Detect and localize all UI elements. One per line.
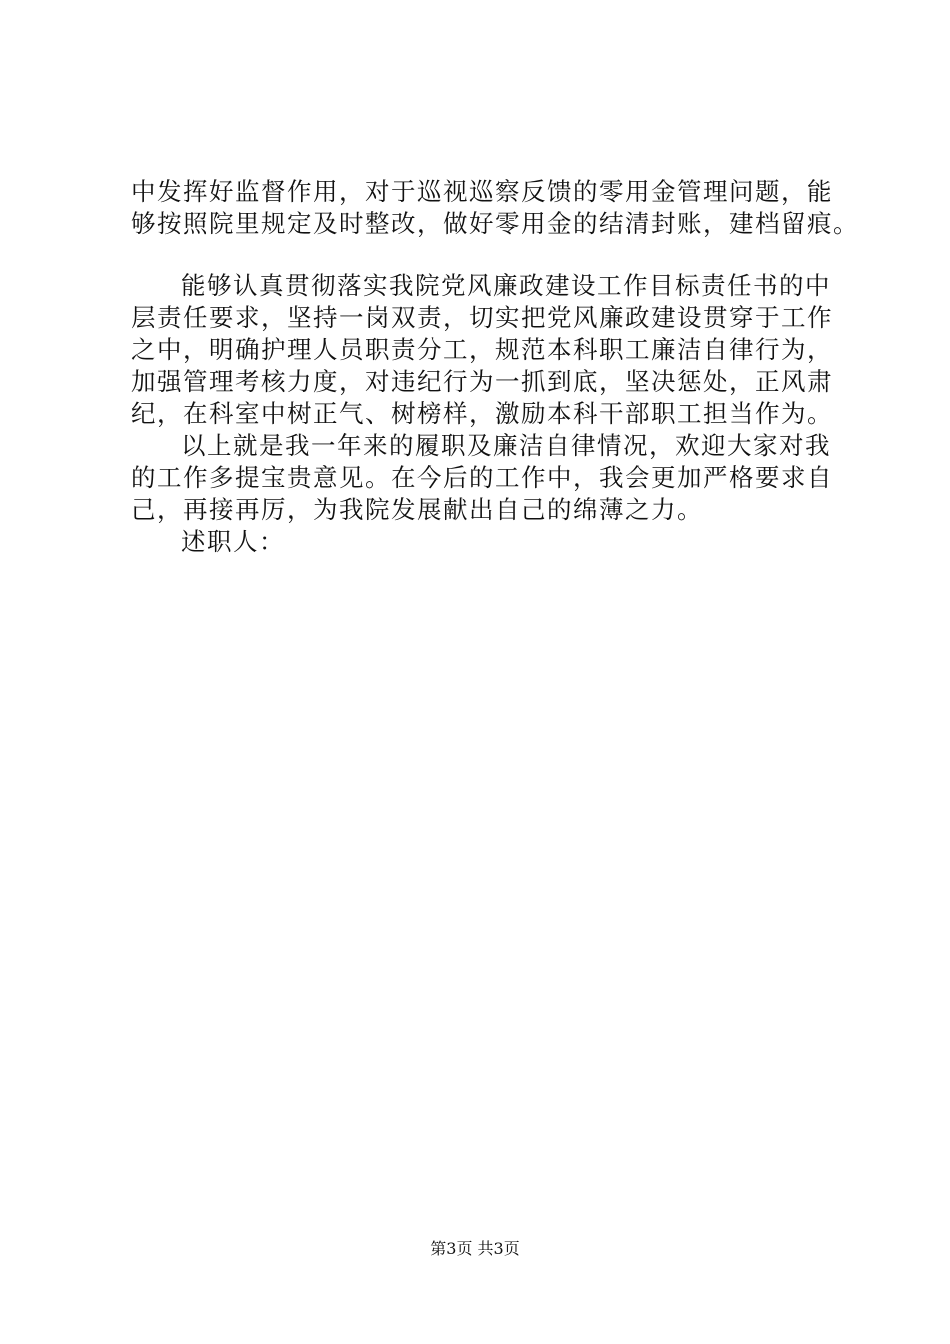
page-footer: 第3页 共3页 bbox=[430, 1239, 520, 1258]
paragraph-2-line-4: 加强管理考核力度，对违纪行为一抓到底，坚决惩处，正风肃 bbox=[131, 367, 833, 396]
signature-label: 述职人： bbox=[181, 527, 285, 556]
paragraph-1-line-2: 够按照院里规定及时整改，做好零用金的结清封账，建档留痕。 bbox=[131, 209, 859, 238]
paragraph-2-line-5: 纪，在科室中树正气、树榜样，激励本科干部职工担当作为。 bbox=[131, 399, 833, 428]
paragraph-2-line-1: 能够认真贯彻落实我院党风廉政建设工作目标责任书的中 bbox=[181, 271, 831, 300]
paragraph-3-line-3: 己，再接再厉，为我院发展献出自己的绵薄之力。 bbox=[131, 495, 703, 524]
paragraph-1-line-1: 中发挥好监督作用，对于巡视巡察反馈的零用金管理问题，能 bbox=[131, 177, 833, 206]
paragraph-3-line-2: 的工作多提宝贵意见。在今后的工作中，我会更加严格要求自 bbox=[131, 463, 833, 492]
paragraph-2-line-3: 之中，明确护理人员职责分工，规范本科职工廉洁自律行为， bbox=[131, 335, 833, 364]
paragraph-2-line-2: 层责任要求，坚持一岗双责，切实把党风廉政建设贯穿于工作 bbox=[131, 303, 833, 332]
paragraph-3-line-1: 以上就是我一年来的履职及廉洁自律情况，欢迎大家对我 bbox=[181, 431, 831, 460]
